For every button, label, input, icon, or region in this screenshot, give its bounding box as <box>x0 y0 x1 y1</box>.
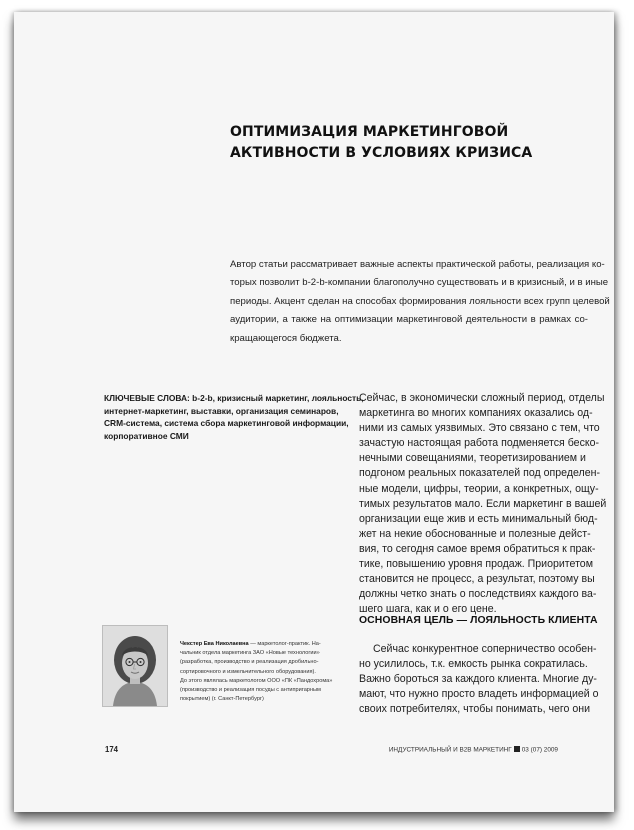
author-bio <box>180 640 340 704</box>
body-line: организации еще жив и есть минимальный бюд- <box>359 512 598 525</box>
running-footer <box>389 746 558 754</box>
article-lead <box>230 256 610 348</box>
lead-line: периоды. Акцент сделан на способах формирования лояльности всех групп целевой <box>230 295 610 307</box>
body-line: должны четко знать о последствиях каждого ва- <box>359 588 597 601</box>
body-line: мают, что нужно просто владеть информацией о <box>359 688 599 701</box>
section-heading: ОСНОВНАЯ ЦЕЛЬ — ЛОЯЛЬНОСТЬ КЛИЕНТА <box>359 615 598 626</box>
keywords-block <box>104 392 364 442</box>
bio-first-line <box>180 640 340 649</box>
body-line: но усилилось, т.к. емкость рынка сократилась. <box>359 658 588 671</box>
body-line: становится не процесс, а результат, поэтому вы <box>359 573 595 586</box>
body-line: тике, повышению уровня продаж. Приоритетом <box>359 558 593 571</box>
author-name: Чекстер Ева Николаевна <box>180 641 249 647</box>
bio-line: сортировочного и измельчительного оборудования). <box>180 668 316 675</box>
lead-line: Автор статьи рассматривает важные аспекты практической работы, реализация ко- <box>230 259 605 270</box>
magazine-page <box>14 12 614 812</box>
journal-name: ИНДУСТРИАЛЬНЫЙ И B2B МАРКЕТИНГ <box>388 746 512 754</box>
title-line: АКТИВНОСТИ В УСЛОВИЯХ КРИЗИСА <box>230 145 533 161</box>
article-body-intro <box>359 391 607 617</box>
body-line: вия, то сегодня самое время обратиться к прак- <box>359 542 596 555</box>
lead-line: аудитории, а также на оптимизации маркетинговой деятельности в рамках со- <box>230 314 588 326</box>
keywords-line: интернет-маркетинг, выставки, организация семинаров, <box>104 405 339 416</box>
body-line: жет на некие обоснованные и полезные дейст- <box>359 527 591 540</box>
keywords-line: КЛЮЧЕВЫЕ СЛОВА: b-2-b, кризисный маркетинг, лояльность, <box>104 393 364 403</box>
body-line: подгоном реальных показателей под определен- <box>359 467 601 480</box>
section-body <box>359 642 599 717</box>
bio-line: (разработка, производство и реализация дробильно- <box>180 659 319 666</box>
author-photo <box>102 625 168 707</box>
body-line: своих потребителях, чтобы понимать, чего они <box>359 703 591 716</box>
bio-first-line-rest: — маркетолог-практик. На- <box>248 641 321 647</box>
keywords-line: CRM-система, система сбора маркетинговой информации, <box>104 418 349 429</box>
keywords-line: корпоративное СМИ <box>104 430 189 441</box>
body-line: нечными совещаниями, теоретизированием и <box>359 452 586 465</box>
body-line: ные модели, цифры, теории, а конкретных, ощу- <box>359 482 599 495</box>
body-line: шего шага, как и о его цене. <box>359 603 497 616</box>
title-line: ОПТИМИЗАЦИЯ МАРКЕТИНГОВОЙ <box>230 124 509 140</box>
bio-line: (производство и реализация посуды с антипригарным <box>180 687 321 694</box>
body-line: ними из самых уязвимых. Это связано с тем, что <box>359 422 600 435</box>
lead-line: торых позволит b-2-b-компании благополучно существовать и в кризисный, и в иные <box>230 277 609 289</box>
body-line: Сейчас, в экономически сложный период, отделы <box>359 392 605 404</box>
article-title <box>230 122 560 164</box>
square-bullet-icon <box>514 746 520 752</box>
body-line: Сейчас конкурентное соперничество особен- <box>373 643 597 655</box>
bio-line: До этого являлась маркетологом ООО «ПК «Пандохрома» <box>180 677 333 684</box>
body-line: тимых результатов мало. Если маркетинг в вашей <box>359 497 607 510</box>
body-line: зачастую настоящая работа подменяется беско- <box>359 437 600 450</box>
bio-line: покрытием) (г. Санкт-Петербург) <box>180 696 264 703</box>
bio-line: чальник отдела маркетинга ЗАО «Новые технологии» <box>180 650 320 657</box>
page-number: 174 <box>105 745 119 754</box>
body-line: Важно бороться за каждого клиента. Многие ду- <box>359 673 597 686</box>
issue-number: 03 (07) 2009 <box>521 746 558 754</box>
body-line: маркетинга во многих компаниях оказались од- <box>359 407 593 420</box>
author-portrait-icon <box>103 626 167 706</box>
lead-line: кращающегося бюджета. <box>230 332 342 344</box>
